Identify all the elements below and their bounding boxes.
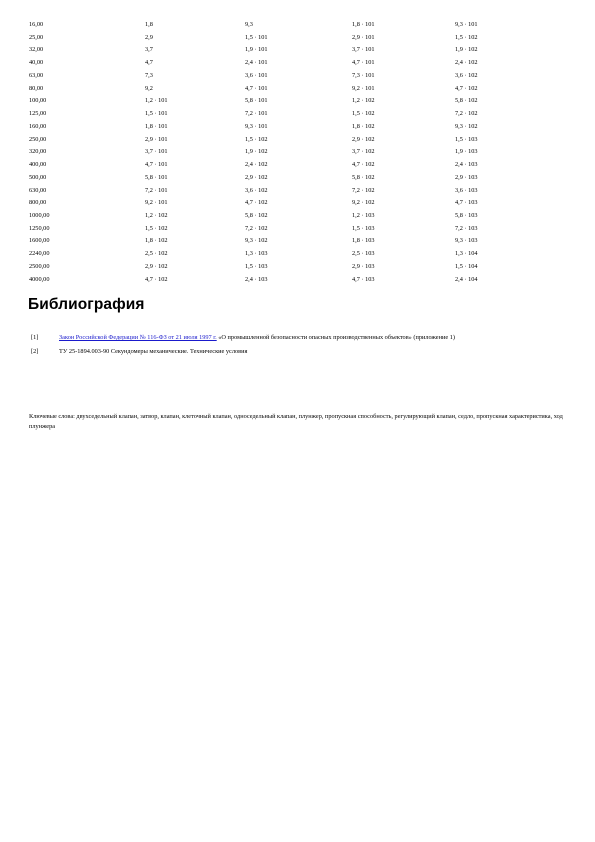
table-cell: 2,9 · 101 — [352, 33, 375, 41]
table-cell: 2,4 · 104 — [455, 275, 478, 283]
table-cell: 1,5 · 102 — [455, 33, 478, 41]
table-cell: 4,7 · 101 — [352, 59, 375, 67]
table-cell: 9,3 · 102 — [245, 237, 268, 245]
reference-number: [2] — [31, 348, 39, 355]
table-row — [29, 197, 535, 210]
table-cell: 1,3 · 103 — [245, 250, 268, 258]
table-cell: 4,7 · 103 — [352, 275, 375, 283]
table-row — [29, 210, 535, 223]
bibliography-item — [31, 333, 566, 342]
table-cell: 800,00 — [29, 199, 47, 207]
table-cell: 400,00 — [29, 161, 47, 169]
table-cell: 2,4 · 102 — [455, 59, 478, 67]
table-cell: 4,7 · 103 — [455, 199, 478, 207]
table-cell: 7,2 · 102 — [352, 186, 375, 194]
table-cell: 9,3 · 102 — [455, 122, 478, 130]
table-cell: 3,7 — [145, 46, 153, 54]
bibliography-item — [31, 347, 566, 356]
table-body — [29, 19, 535, 286]
reference-text: ТУ 25-1894.003-90 Секундомеры механические. Технические условия — [59, 348, 248, 355]
table-cell: 32,00 — [29, 46, 44, 54]
reference-number: [1] — [31, 334, 39, 341]
table-cell: 1,2 · 103 — [352, 212, 375, 220]
table-cell: 4,7 · 101 — [245, 84, 268, 92]
table-cell: 3,7 · 101 — [352, 46, 375, 54]
table-cell: 7,3 — [145, 71, 153, 79]
table-cell: 16,00 — [29, 21, 44, 28]
table-cell: 1,8 · 102 — [145, 237, 168, 245]
table-cell: 160,00 — [29, 122, 47, 130]
table-cell: 1,5 · 104 — [455, 262, 478, 270]
table-cell: 1,2 · 102 — [145, 212, 168, 220]
table-cell: 80,00 — [29, 84, 44, 92]
table-row — [29, 235, 535, 248]
table-cell: 1,8 · 101 — [145, 122, 168, 130]
table-cell: 5,8 · 102 — [245, 212, 268, 220]
table-row — [29, 32, 535, 45]
table-cell: 1250,00 — [29, 224, 50, 232]
table-cell: 7,3 · 101 — [352, 71, 375, 79]
table-cell: 2,4 · 103 — [245, 275, 268, 283]
table-cell: 1,5 · 101 — [145, 110, 168, 118]
table-cell: 1,9 · 101 — [245, 46, 268, 54]
table-cell: 2,9 · 103 — [455, 173, 478, 181]
table-cell: 3,6 · 102 — [455, 71, 478, 79]
table-cell: 1,2 · 101 — [145, 97, 168, 105]
table-cell: 4,7 — [145, 59, 153, 67]
table-cell: 1,8 · 103 — [352, 237, 375, 245]
table-row — [29, 261, 535, 274]
table-cell: 1,5 · 102 — [352, 110, 375, 118]
table-cell: 1,5 · 103 — [352, 224, 375, 232]
table-cell: 5,8 · 102 — [352, 173, 375, 181]
table-cell: 9,3 · 101 — [455, 21, 478, 28]
table-cell: 9,3 — [245, 21, 253, 28]
table-row — [29, 159, 535, 172]
table-cell: 2,9 · 102 — [352, 135, 375, 143]
table-cell: 4,7 · 102 — [145, 275, 168, 283]
table-cell: 2,4 · 102 — [245, 161, 268, 169]
table-cell: 1,8 · 101 — [352, 21, 375, 28]
table-cell: 9,3 · 103 — [455, 237, 478, 245]
table-cell: 63,00 — [29, 71, 44, 79]
table-row — [29, 95, 535, 108]
table-cell: 2,9 · 102 — [245, 173, 268, 181]
table-cell: 3,7 · 101 — [145, 148, 168, 156]
table-cell: 7,2 · 101 — [245, 110, 268, 118]
table-cell: 3,6 · 101 — [245, 71, 268, 79]
table-cell: 2500,00 — [29, 262, 50, 270]
flow-capacity-table — [29, 19, 535, 286]
table-cell: 40,00 — [29, 59, 44, 67]
bibliography-title: Библиография — [28, 296, 145, 313]
table-cell: 3,6 · 102 — [245, 186, 268, 194]
table-cell: 500,00 — [29, 173, 47, 181]
reference-body — [59, 347, 566, 356]
table-row — [29, 248, 535, 261]
table-row — [29, 44, 535, 57]
table-row — [29, 57, 535, 70]
table-row — [29, 19, 535, 32]
table-cell: 2,9 · 101 — [145, 135, 168, 143]
reference-link[interactable]: Закон Российской Федерации № 116-ФЗ от 21 июля 1997 г. — [59, 334, 217, 341]
table-cell: 1,5 · 101 — [245, 33, 268, 41]
table-cell: 9,2 · 102 — [352, 199, 375, 207]
table-cell: 3,7 · 102 — [352, 148, 375, 156]
reference-text: «О промышленной безопасности опасных производственных объектов» (приложение 1) — [216, 334, 455, 341]
table-cell: 2,5 · 102 — [145, 250, 168, 258]
table-cell: 7,2 · 103 — [455, 224, 478, 232]
table-row — [29, 172, 535, 185]
table-cell: 7,2 · 102 — [245, 224, 268, 232]
table-row — [29, 70, 535, 83]
bibliography-list — [31, 333, 566, 361]
table-cell: 5,8 · 101 — [145, 173, 168, 181]
table-row — [29, 223, 535, 236]
table-cell: 5,8 · 102 — [455, 97, 478, 105]
table-cell: 1,5 · 103 — [455, 135, 478, 143]
table-cell: 4,7 · 102 — [352, 161, 375, 169]
table-cell: 7,2 · 101 — [145, 186, 168, 194]
table-cell: 1,3 · 104 — [455, 250, 478, 258]
table-cell: 250,00 — [29, 135, 47, 143]
table-cell: 1,9 · 102 — [455, 46, 478, 54]
table-cell: 9,3 · 101 — [245, 122, 268, 130]
table-row — [29, 274, 535, 287]
table-cell: 630,00 — [29, 186, 47, 194]
table-cell: 2,4 · 101 — [245, 59, 268, 67]
table-row — [29, 185, 535, 198]
table-row — [29, 146, 535, 159]
table-cell: 4,7 · 102 — [245, 199, 268, 207]
table-cell: 4000,00 — [29, 275, 50, 283]
table-cell: 4,7 · 102 — [455, 84, 478, 92]
table-row — [29, 121, 535, 134]
table-cell: 2,9 — [145, 33, 153, 41]
table-cell: 2240,00 — [29, 250, 50, 258]
table-cell: 2,9 · 103 — [352, 262, 375, 270]
table-cell: 1,9 · 103 — [455, 148, 478, 156]
table-cell: 4,7 · 101 — [145, 161, 168, 169]
table-cell: 2,9 · 102 — [145, 262, 168, 270]
table-cell: 1,9 · 102 — [245, 148, 268, 156]
table-cell: 1,8 · 102 — [352, 122, 375, 130]
table-cell: 2,5 · 103 — [352, 250, 375, 258]
table-cell: 5,8 · 103 — [455, 212, 478, 220]
table-cell: 1000,00 — [29, 212, 50, 220]
table-cell: 1,8 — [145, 21, 153, 28]
table-cell: 320,00 — [29, 148, 47, 156]
table-cell: 9,2 · 101 — [145, 199, 168, 207]
table-cell: 5,8 · 101 — [245, 97, 268, 105]
table-row — [29, 83, 535, 96]
table-cell: 1,5 · 103 — [245, 262, 268, 270]
table-cell: 7,2 · 102 — [455, 110, 478, 118]
table-cell: 2,4 · 103 — [455, 161, 478, 169]
table-cell: 9,2 · 101 — [352, 84, 375, 92]
table-row — [29, 108, 535, 121]
table-cell: 1,5 · 102 — [145, 224, 168, 232]
table-cell: 100,00 — [29, 97, 47, 105]
reference-body — [59, 333, 566, 342]
table-cell: 125,00 — [29, 110, 47, 118]
table-cell: 1,2 · 102 — [352, 97, 375, 105]
table-cell: 25,00 — [29, 33, 44, 41]
table-cell: 1600,00 — [29, 237, 50, 245]
keywords-paragraph: Ключевые слова: двухседельный клапан, затвор, клапан, клеточный клапан, односедельный клапан, плунжер, пропускная способность, регулирующий клапан, седло, пропускная характеристика, ход плунжера — [29, 413, 563, 430]
table-row — [29, 134, 535, 147]
table-cell: 3,6 · 103 — [455, 186, 478, 194]
table-cell: 9,2 — [145, 84, 153, 92]
table-cell: 1,5 · 102 — [245, 135, 268, 143]
